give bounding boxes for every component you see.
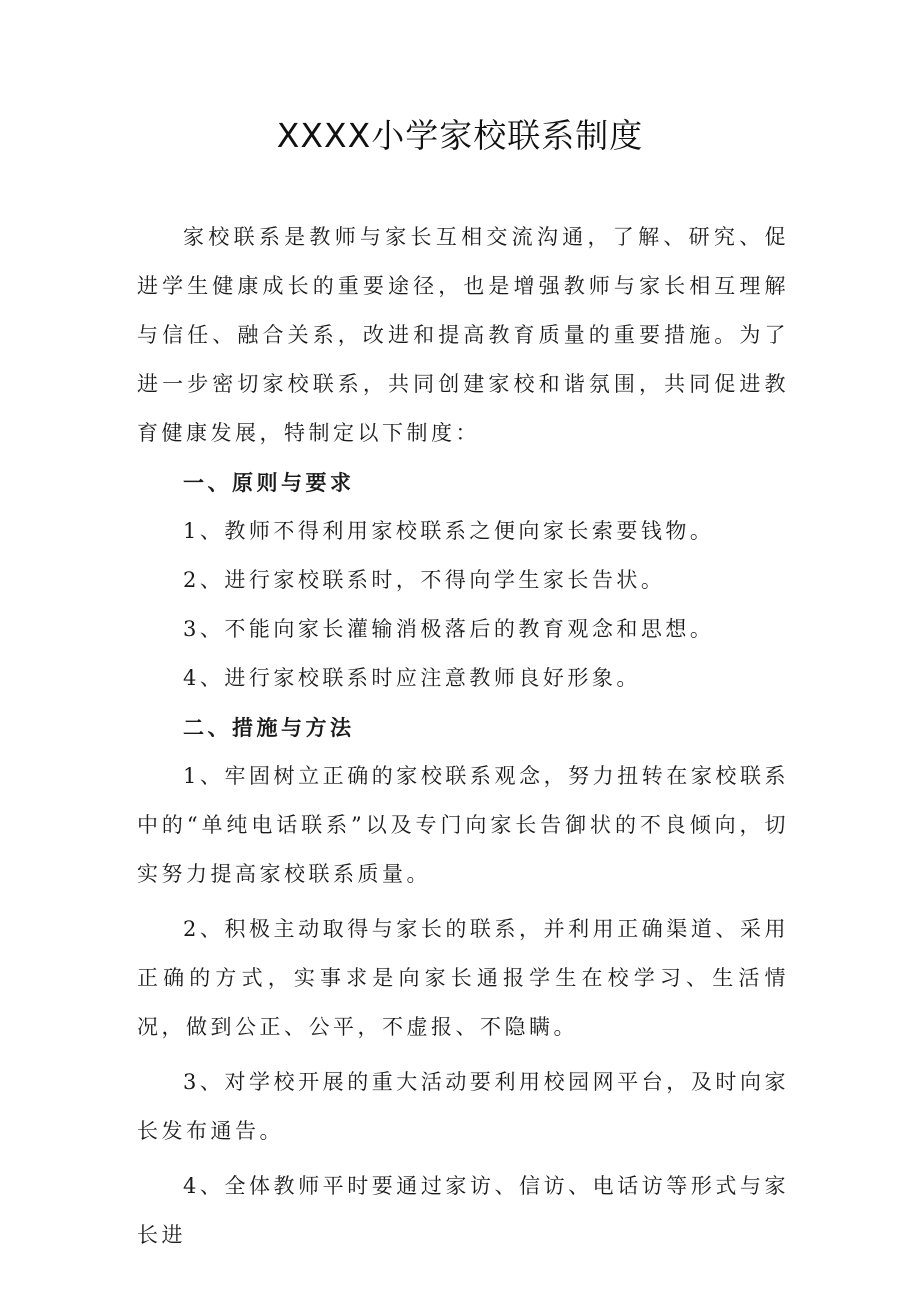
principle-item-2: 2、进行家校联系时，不得向学生家长告状。 — [183, 568, 666, 592]
section-heading-principles: 一、原则与要求 — [183, 470, 355, 495]
principle-item-1: 1、教师不得利用家校联系之便向家长索要钱物。 — [183, 519, 715, 543]
principle-item-3: 3、不能向家长灌输消极落后的教育观念和思想。 — [183, 617, 715, 641]
principle-item-4: 4、进行家校联系时应注意教师良好形象。 — [183, 666, 641, 690]
document-body — [137, 213, 789, 1260]
measure-item-4: 4、全体教师平时要通过家访、信访、电话访等形式与家长进 — [137, 1174, 789, 1247]
document-title: XXXX小学家校联系制度 — [276, 116, 644, 155]
section-heading-measures: 二、措施与方法 — [183, 715, 355, 740]
measure-item-3: 3、对学校开展的重大活动要利用校园网平台，及时向家长发布通告。 — [137, 1070, 789, 1143]
intro-paragraph: 家校联系是教师与家长互相交流沟通，了解、研究、促进学生健康成长的重要途径，也是增强教师与家长相互理解与信任、融合关系，改进和提高教育质量的重要措施。为了进一步密切家校联系，共同创建家校和谐氛围，共同促进教育健康发展，特制定以下制度： — [137, 225, 789, 445]
measure-item-2: 2、积极主动取得与家长的联系，并利用正确渠道、采用正确的方式，实事求是向家长通报学生在校学习、生活情况，做到公正、公平，不虚报、不隐瞒。 — [137, 917, 789, 1039]
measure-item-1: 1、牢固树立正确的家校联系观念，努力扭转在家校联系中的“单纯电话联系”以及专门向家长告御状的不良倾向，切实努力提高家校联系质量。 — [137, 764, 789, 886]
